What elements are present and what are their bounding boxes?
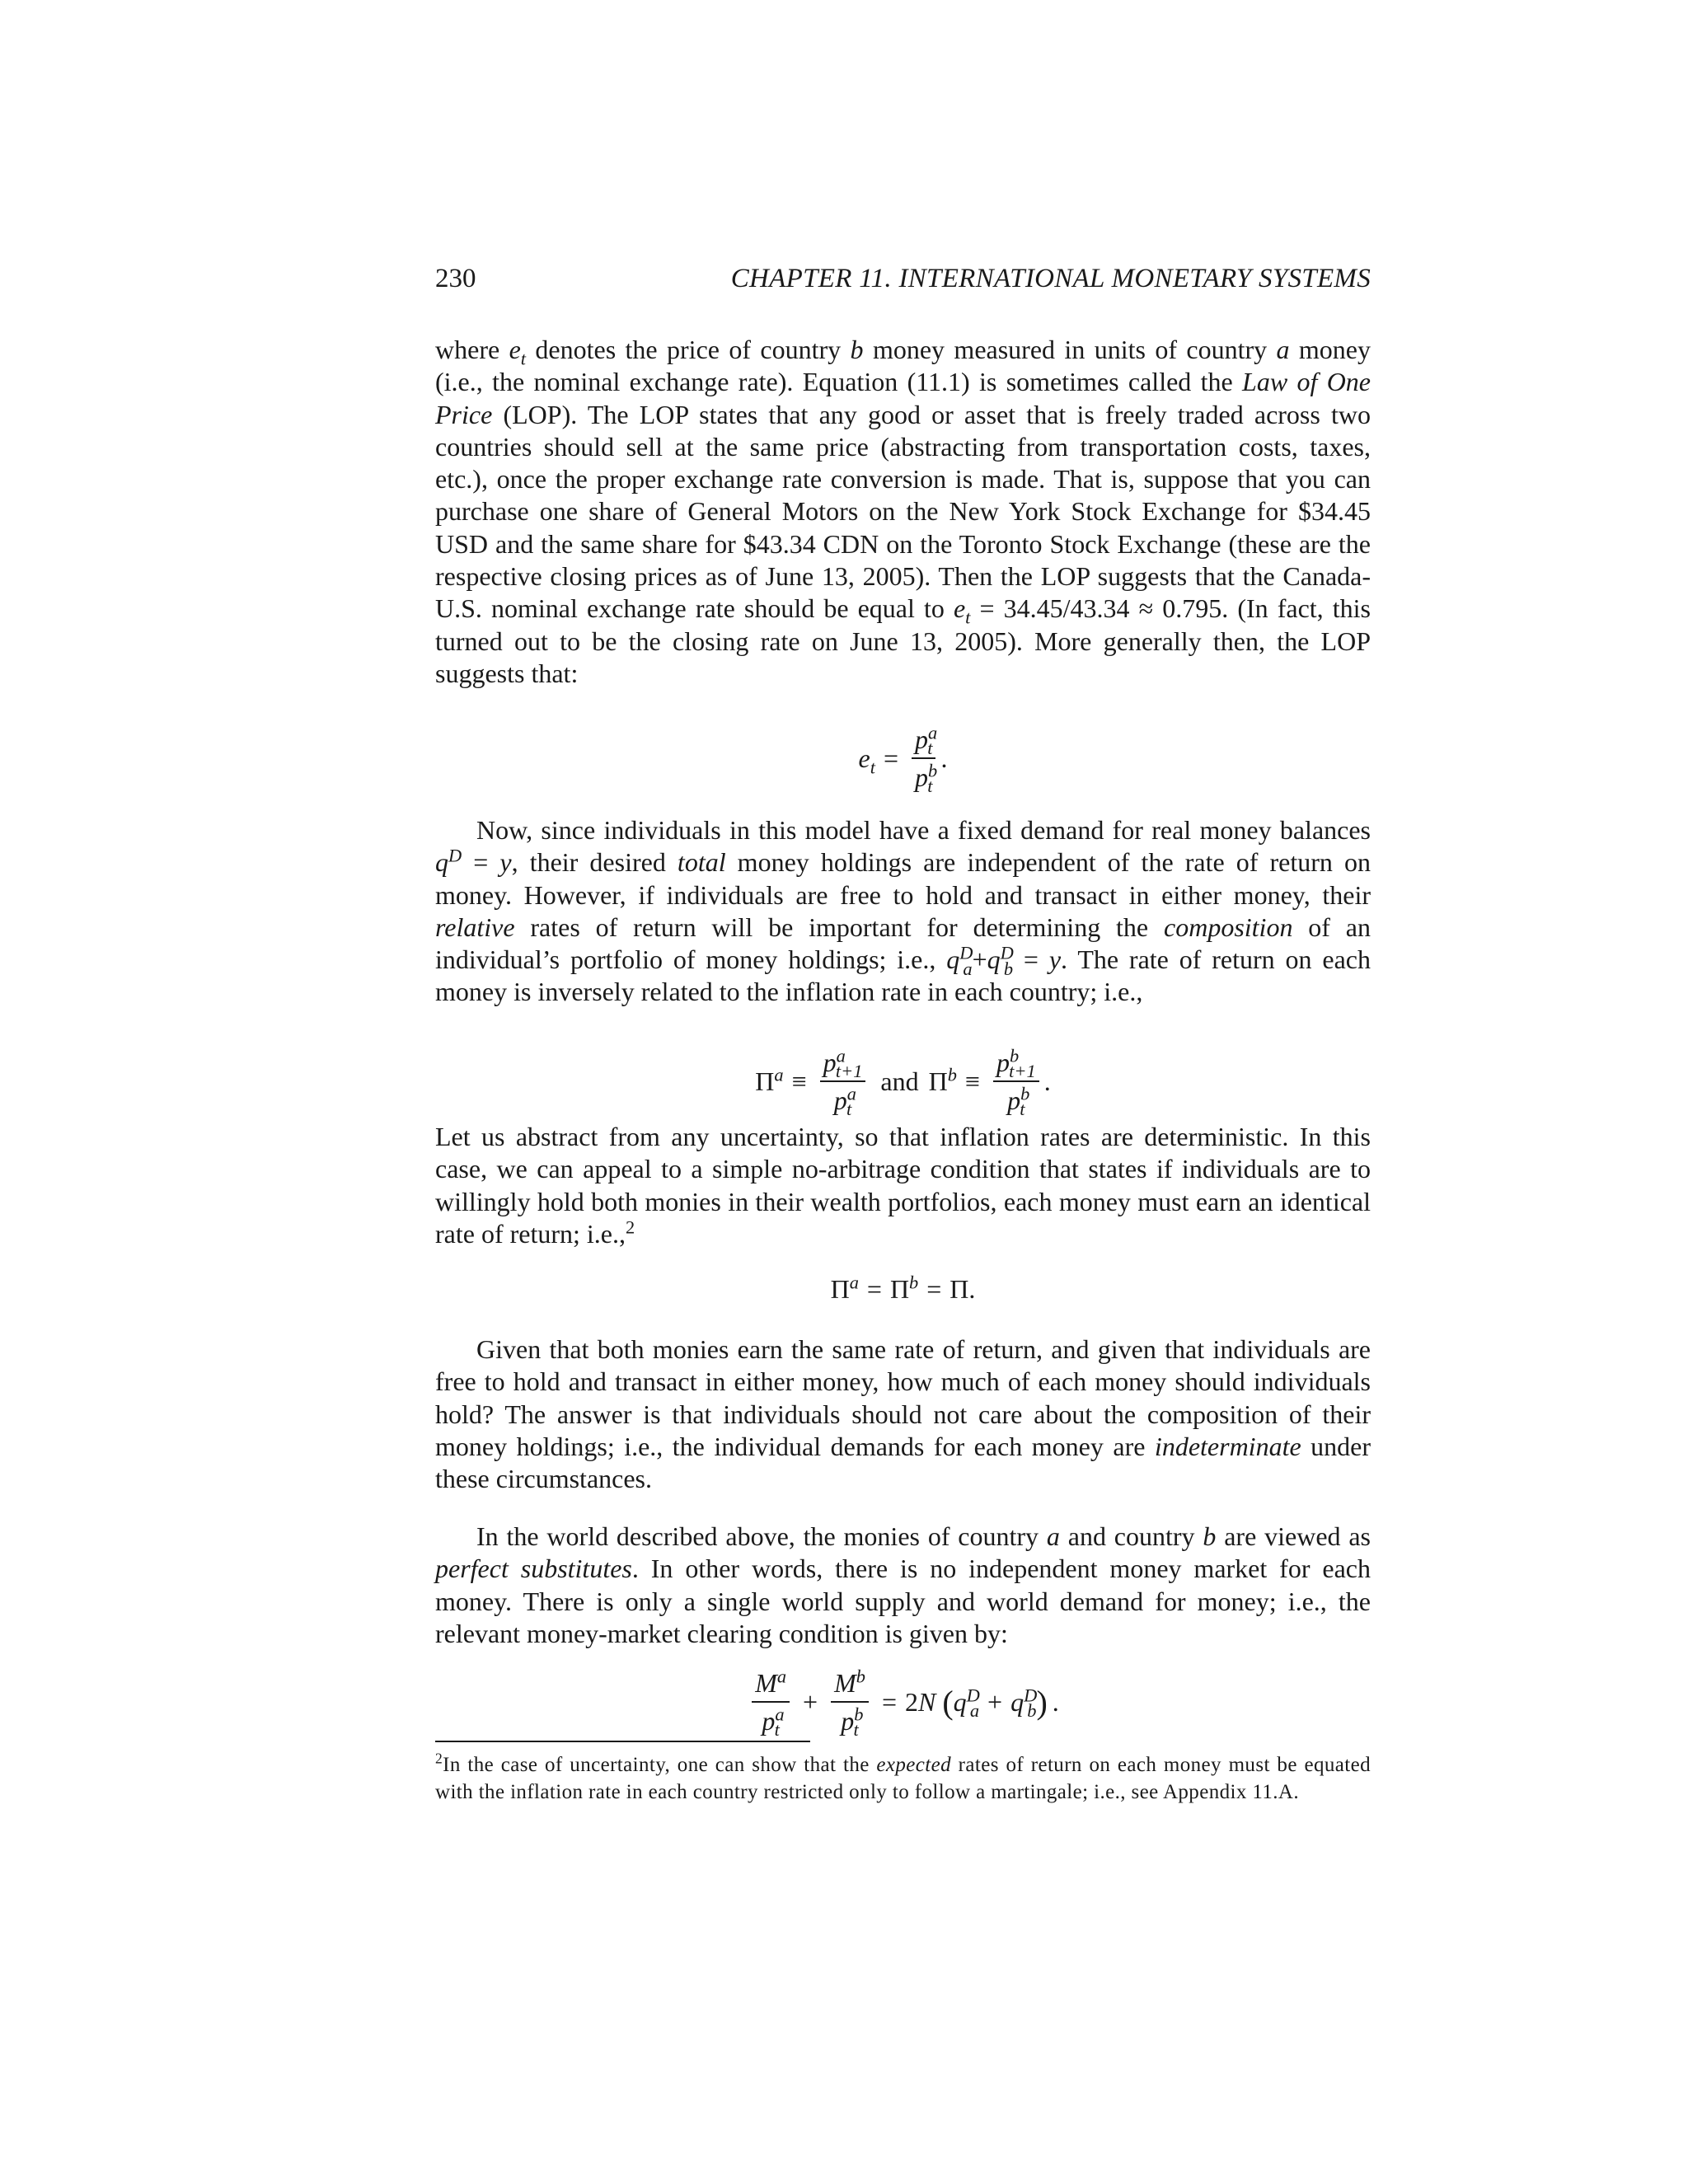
text-run: of an individual’s portfolio of money holdings; i.e., xyxy=(435,912,1372,975)
math-qaD: $q^D_a$ xyxy=(946,942,973,979)
math-y: y xyxy=(1048,944,1062,975)
text-run: , their desired xyxy=(511,847,678,878)
math-et: $e_t$ xyxy=(953,593,971,628)
math-a: a xyxy=(1276,335,1290,364)
text-run: under these circumstances. xyxy=(435,1431,1372,1494)
text-run: . The rate of return on each money is inversely related to the inflation rate in each country; i.e., xyxy=(435,944,1372,1007)
term-expected: expected xyxy=(876,1754,952,1776)
text-run: money holdings are independent of the rate of return on money. However, if individuals are free to hold and transact in either money, their xyxy=(435,847,1372,910)
text-run: In the world described above, the monies of country xyxy=(476,1521,1047,1551)
text-run: money measured in units of country xyxy=(863,335,1277,364)
math-b: b xyxy=(850,335,864,364)
paragraph-indeterminate xyxy=(435,1333,1371,1495)
text-run: = xyxy=(462,847,500,878)
math-qD: $q^D$ xyxy=(435,845,462,878)
text-run: Given that both monies earn the same rate of return, and given that individuals are free to hold and transact in either money, how much of each money should individuals hold? The answer is that individuals should not care about the composition of their money holdings; i.e., the individual demands for each money are xyxy=(435,1334,1371,1461)
text-run: where xyxy=(435,335,509,364)
page-header xyxy=(435,260,1371,297)
paragraph-no-arbitrage xyxy=(435,1121,1371,1250)
text-run: . In other words, there is no independent money market for each money. There is only a single world supply and world demand for money; i.e., the relevant money-market clearing condition is given by: xyxy=(435,1554,1372,1648)
text-run: rates of return on each money must be equated with the inflation rate in each country restricted only to follow a martingale; i.e., see Appendix 11.A. xyxy=(435,1754,1371,1803)
footnote-rule xyxy=(435,1741,810,1742)
text-run: In the case of uncertainty, one can show that the xyxy=(443,1754,877,1776)
text-run: are viewed as xyxy=(1216,1521,1372,1551)
term-indeterminate: indeterminate xyxy=(1154,1431,1301,1461)
text-run: + xyxy=(972,944,987,975)
footnote-mark: 2 xyxy=(435,1750,443,1767)
equation-market-clearing: $\frac{M^a}{p^a_t}$ + $\frac{M^b}{p^b_t}$ = 2 N ( $q^D_a$ + $q^D_b$ ) . xyxy=(435,1661,1371,1743)
term-total: total xyxy=(677,847,726,878)
text-run: = 34.45/43.34 ≈ 0.795. (In fact, this turned out to be the closing rate on June 13, 2005). More generally then, the LOP suggests that: xyxy=(435,593,1372,688)
text-run: = xyxy=(1013,944,1049,975)
text-run: and country xyxy=(1059,1521,1203,1551)
page-number: 230 xyxy=(435,264,476,293)
math-y: y xyxy=(499,847,512,878)
running-head: CHAPTER 11. INTERNATIONAL MONETARY SYSTEMS xyxy=(730,264,1371,293)
text-run: denotes the price of country xyxy=(526,335,851,364)
math-b: b xyxy=(1203,1521,1217,1551)
text-run: Let us abstract from any uncertainty, so that inflation rates are deterministic. In this case, we can appeal to a simple no-arbitrage condition that states if individuals are to willingly hold both monies in their wealth portfolios, each money must earn an identical rate of return; i.e., xyxy=(435,1122,1371,1249)
equation-equal-returns: $\Pi^a$ = $\Pi^b$ = Π. xyxy=(830,1271,976,1304)
paragraph-money-demand xyxy=(435,814,1371,1009)
text-run: rates of return will be important for determining the xyxy=(514,912,1164,942)
footnote-2 xyxy=(435,1751,1371,1806)
math-et: $e_t$ xyxy=(509,335,526,369)
paragraph-lop xyxy=(435,334,1371,690)
math-a: a xyxy=(1046,1521,1060,1551)
text-run: Now, since individuals in this model have a fixed demand for real money balances xyxy=(476,815,1371,845)
equation-inflation-rates: $\Pi^a$ ≡ $\frac{p^a_{t+1}}{p^a_t}$ and $\Pi^b$ ≡ $\frac{p^b_{t+1}}{p^b_t}$ . xyxy=(755,1045,1051,1120)
text-run: (LOP). The LOP states that any good or asset that is freely traded across two countries should sell at the same price (abstracting from transportation costs, taxes, etc.), once the proper exchange rate conversion is made. That is, suppose that you can purchase one share of General Motors on the New York Stock Exchange for $34.45 USD and the same share for $43.34 CDN on the Toronto Stock Exchange (these are the respective closing prices as of June 13, 2005). Then the LOP suggests that the Canada-U.S. nominal exchange rate should be equal to xyxy=(435,399,1371,624)
term-law-of-one-price: Law of One Price xyxy=(435,367,1372,429)
equation-exchange-rate: $e_t$ = $\frac{p^a_t}{p^b_t}$ . xyxy=(858,722,948,797)
footnote-reference: 2 xyxy=(626,1216,635,1238)
term-composition: composition xyxy=(1164,912,1293,942)
term-perfect-substitutes: perfect substitutes xyxy=(435,1554,632,1584)
text-run: money (i.e., the nominal exchange rate). Equation (11.1) is sometimes called the xyxy=(435,335,1371,397)
paragraph-perfect-substitutes xyxy=(435,1521,1371,1650)
math-qbD: $q^D_b$ xyxy=(987,942,1014,979)
term-relative: relative xyxy=(435,912,515,942)
